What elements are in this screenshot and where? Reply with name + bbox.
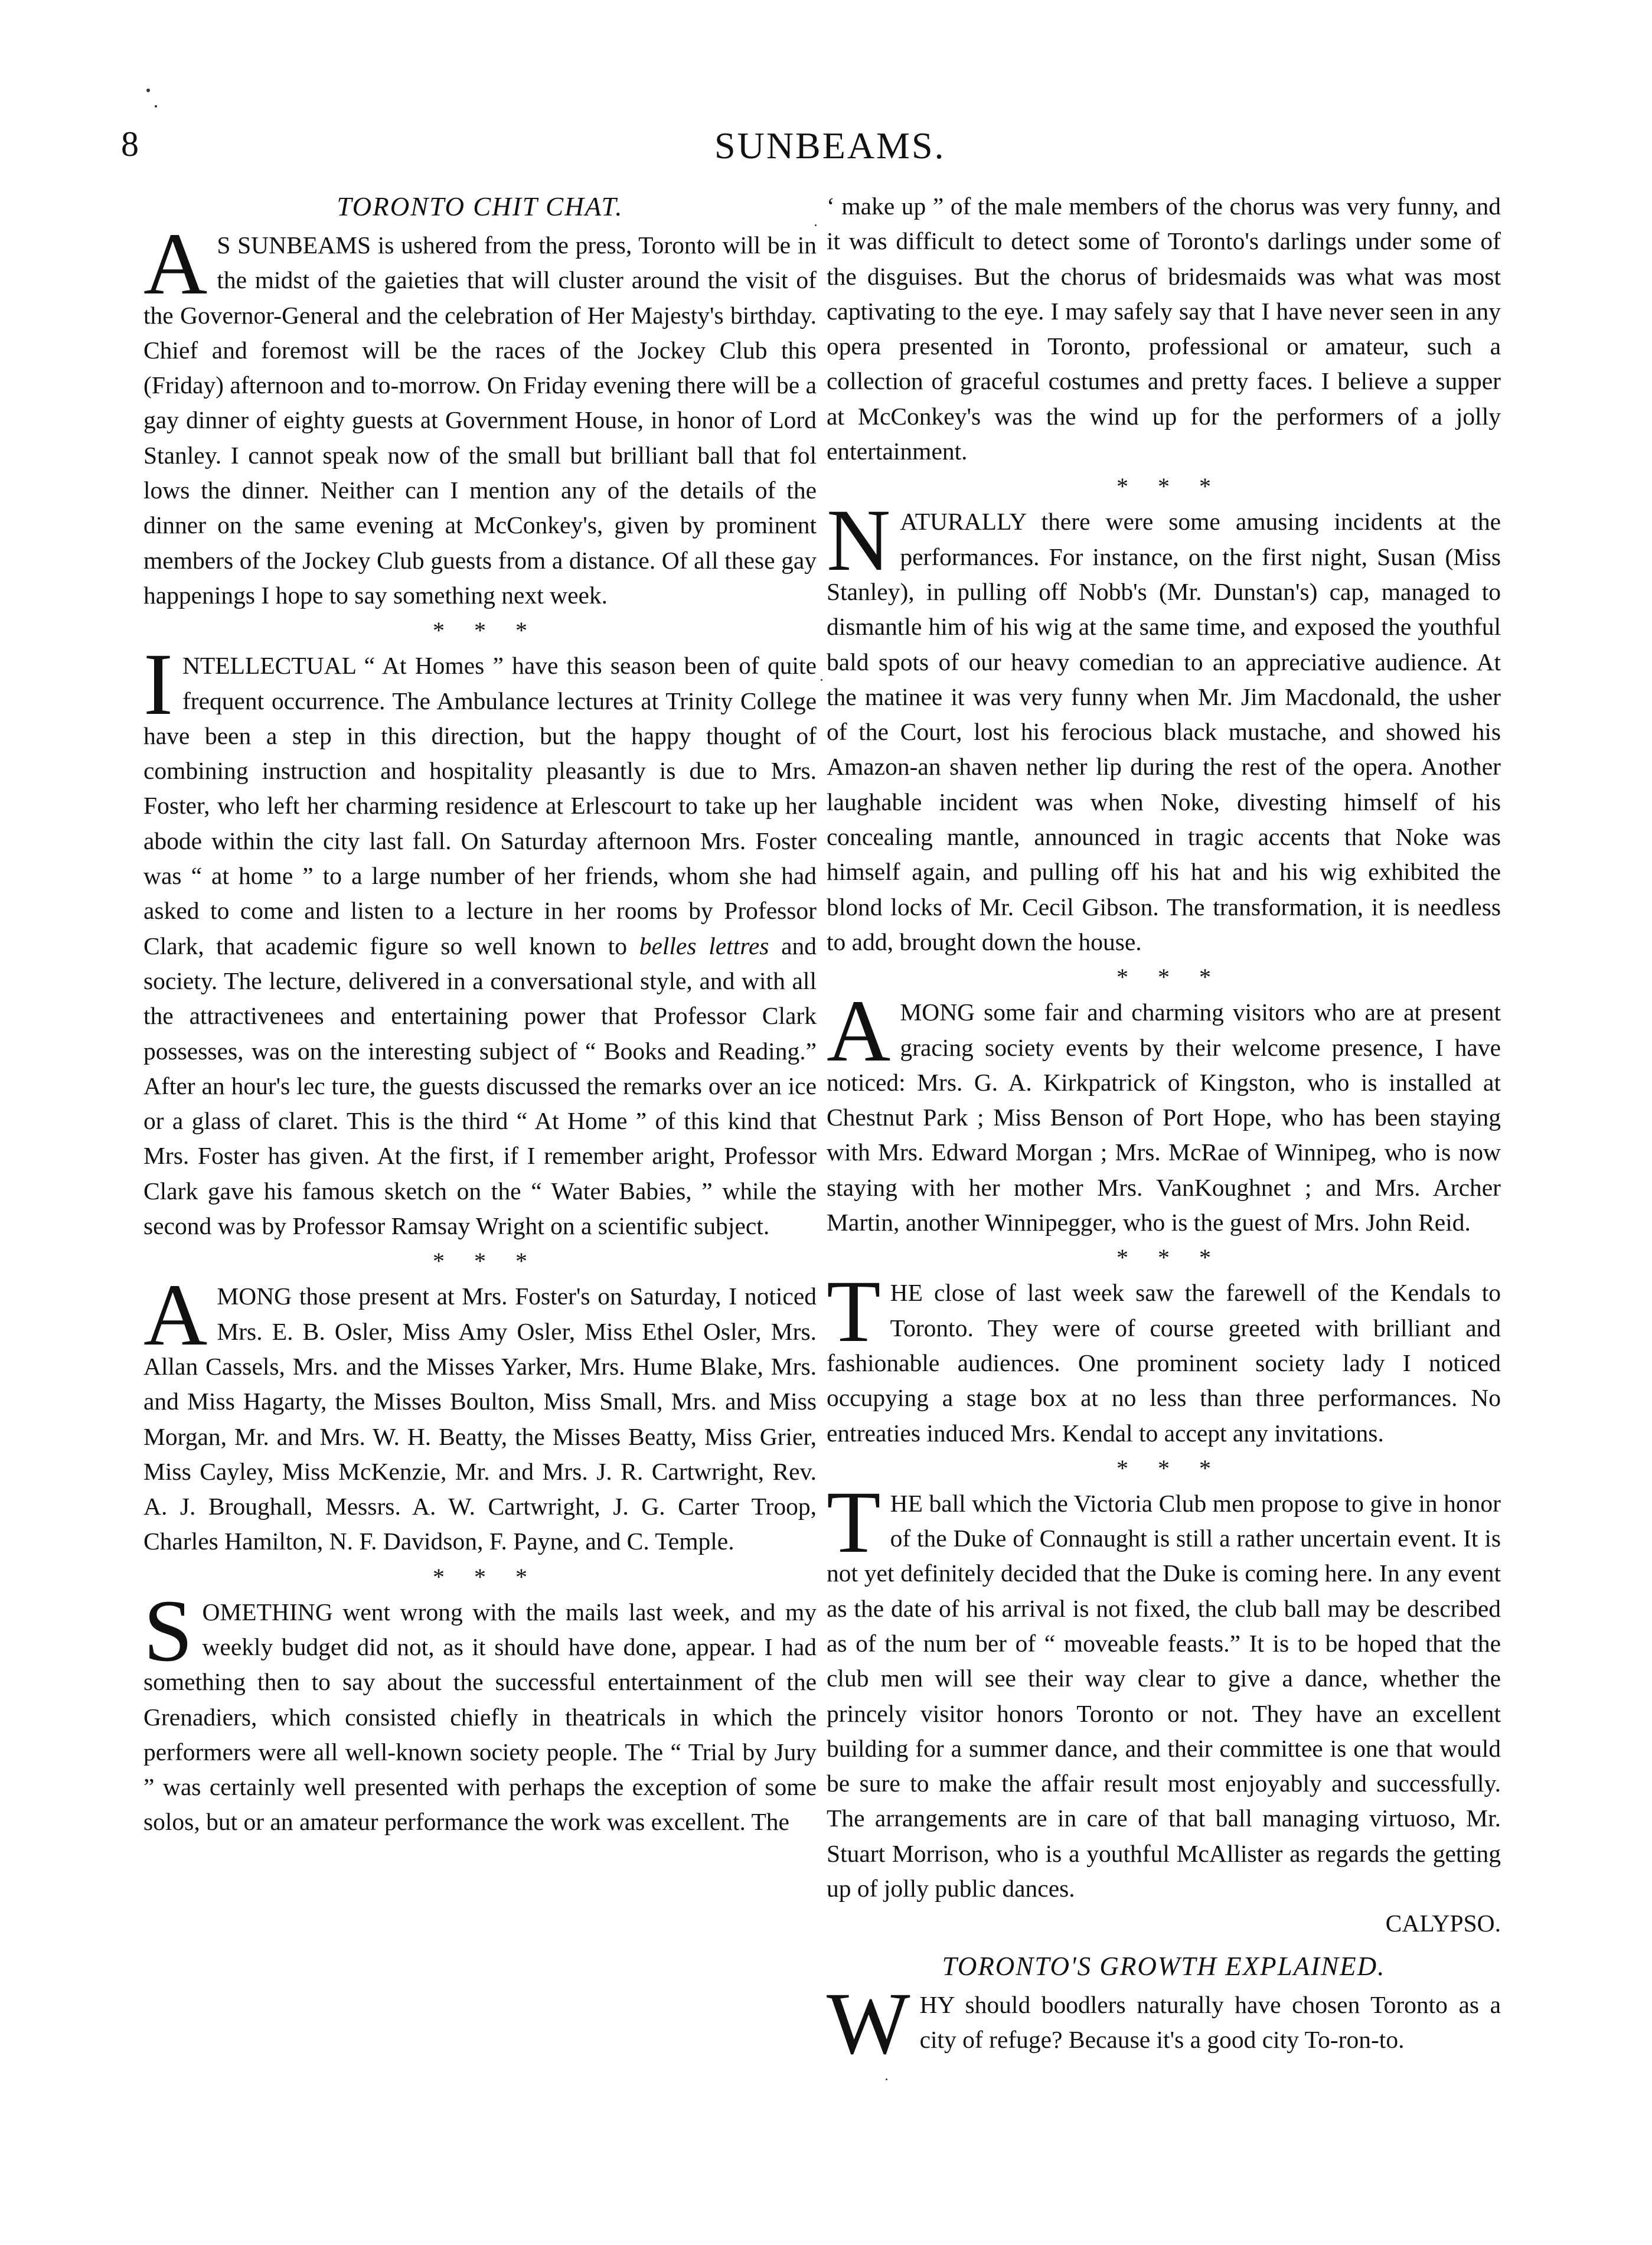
- paragraph-text: MONG some fair and charming visitors who are at present gracing society events by their welcome presence, I have noticed: Mrs. G. A. Kirkpatrick of Kingston, who is installed at Chestnut Park ; Miss Benson of Port Hope, who has been staying with Mrs. Edward Morgan ; Mrs. McRae of Winnipeg, who is now staying with her mother Mrs. VanKoughnet ; and Mrs. Archer Martin, another Winnipegger, who is the guest of Mrs. John Reid.: [827, 998, 1501, 1236]
- drop-cap: A: [143, 215, 208, 313]
- paragraph-something-went-wrong: [143, 1581, 817, 1840]
- paragraph-kendals-farewell: [827, 1262, 1501, 1450]
- section-separator: * * *: [433, 617, 527, 644]
- drop-cap: W: [827, 1974, 910, 2073]
- paragraph-among-visitors: [827, 982, 1501, 1240]
- paragraph-text: MONG those present at Mrs. Foster's on Saturday, I noticed Mrs. E. B. Osler, Miss Amy Osler, Miss Ethel Osler, Mrs. Allan Cassels, Mrs. and the Misses Yarker, Mrs. Hume Blake, Mrs. and Miss Hagarty, the Misses Boulton, Miss Small, Mrs. and Miss Morgan, Mr. and Mrs. W. H. Beatty, the Misses Beatty, Miss Grier, Miss Cayley, Miss McKenzie, Mr. and Mrs. J. R. Cartwright, Rev. A. J. Broughall, Messrs. A. W. Cartwright, J. G. Carter Troop, Charles Hamilton, N. F. Davidson, F. Payne, and C. Temple.: [143, 1283, 817, 1555]
- paragraph-text: ATURALLY there were some amusing incidents at the performances. For instance, on the first night, Susan (Miss Stanley), in pulling off Nobb's (Mr. Dunstan's) cap, managed to dismantle him of his wig at the same time, and exposed the youthful bald spots of our heavy comedian to an appreciative audience. At the matinee it was very funny when Mr. Jim Macdonald, the usher of the Court, lost his ferocious black mustache, and showed his Amazon-an shaven nether lip during the rest of the opera. Another laughable incident was when Noke, divesting himself of his concealing mantle, announced in tragic accents that Noke was himself again, and pulling off his hat and his wig exhibited the blond locks of Mr. Cecil Gibson. The transformation, it is needless to add, brought down the house.: [827, 508, 1501, 955]
- section-separator: * * *: [433, 1563, 527, 1590]
- paragraph-among-those-present: [143, 1266, 817, 1559]
- paragraph-text: HY should boodlers naturally have chosen Toronto as a city of refuge? Because it's a good city To-ron-to.: [919, 1991, 1501, 2053]
- paragraph-text: HE ball which the Victoria Club men propose to give in honor of the Duke of Connaught is still a rather uncertain event. It is not yet definitely decided that the Duke is coming here. In any event as the date of his arrival is not fixed, the club ball may be described as of the num ber of “ moveable feasts.” It is to be hoped that the club men will see their way clear to give a dance, whether the princely visitor honors Toronto or not. They have an excellent building for a summer dance, and their committee is one that would be sure to make the affair result most enjoyably and successfully. The arrangements are in care of that ball managing virtuoso, Mr. Stuart Morrison, who is a youthful McAllister as regards the getting up of jolly public dances.: [827, 1489, 1501, 1903]
- paragraph-text: HE close of last week saw the farewell of the Kendals to Toronto. They were of course greeted with brilliant and fashionable audiences. One prominent society lady I noticed occupying a stage box at no less than three performances. No entreaties induced Mrs. Kendal to accept any invitations.: [827, 1279, 1501, 1447]
- paragraph-sunbeams-gaieties: [143, 215, 817, 613]
- section-separator: * * *: [1116, 964, 1211, 991]
- italic-phrase: belles lettres: [639, 932, 769, 960]
- article-title-torontos-growth: TORONTO'S GROWTH EXPLAINED.: [942, 1951, 1386, 1981]
- paragraph-victoria-club-ball: [827, 1473, 1501, 1941]
- paragraph-make-up-continued: ‘ make up ” of the male members of the chorus was very funny, and it was difficult to detect some of Toronto's darlings under some of the disguises. But the chorus of bridesmaids was what was most captivating to the eye. I may safely say that I have never seen in any opera presented in Toronto, professional or amateur, such a collection of graceful costumes and pretty faces. I believe a supper at McConkey's was the wind up for the performers of a jolly entertainment.: [827, 192, 1501, 465]
- section-separator: * * *: [1116, 1454, 1211, 1482]
- paragraph-text-continued: and society. The lecture, delivered in a conversational style, and with all the attractivenees and entertaining power that Professor Clark possesses, was on the interesting subject of “ Books and Reading.” After an hour's lec ture, the guests discussed the remarks over an ice or a glass of claret. This is the third “ At Home ” of this kind that Mrs. Foster has given. At the first, if I remember aright, Professor Clark gave his famous sketch on the “ Water Babies, ” while the second was by Professor Ramsay Wright on a scientific subject.: [143, 932, 817, 1240]
- signature-calypso: CALYPSO.: [1385, 1910, 1501, 1937]
- drop-cap: A: [827, 982, 891, 1081]
- drop-cap: T: [827, 1473, 881, 1571]
- right-column: [827, 189, 1501, 2073]
- page-number: 8: [121, 125, 139, 164]
- paragraph-why-boodlers: [827, 1974, 1501, 2073]
- paragraph-naturally-amusing: [827, 491, 1501, 960]
- paragraph-text: NTELLECTUAL “ At Homes ” have this season been of quite frequent occurrence. The Ambulance lectures at Trinity College have been a step in this direction, but the happy thought of combining instruction and hospitality pleasantly is due to Mrs. Foster, who left her charming residence at Erlescourt to take up her abode within the city last fall. On Saturday afternoon Mrs. Foster was “ at home ” to a large number of her friends, whom she had asked to come and listen to a lecture in her rooms by Professor Clark, that academic figure so well known to: [143, 652, 817, 960]
- drop-cap: N: [827, 491, 891, 590]
- drop-cap: S: [143, 1581, 193, 1680]
- scan-speck: [146, 89, 150, 92]
- scan-speck: [815, 224, 817, 226]
- section-separator: * * *: [1116, 1244, 1211, 1271]
- scan-speck: [155, 105, 157, 107]
- scan-speck: [886, 2078, 887, 2080]
- article-title-toronto-chit-chat: TORONTO CHIT CHAT.: [337, 192, 623, 221]
- paragraph-intellectual-at-homes: [143, 635, 817, 1244]
- scan-speck: [821, 679, 822, 681]
- page-header: [0, 124, 1652, 177]
- drop-cap: I: [143, 635, 173, 734]
- drop-cap: T: [827, 1262, 881, 1361]
- paragraph-text: S SUNBEAMS is ushered from the press, Toronto will be in the midst of the gaieties that will cluster around the visit of the Governor-General and the celebration of Her Majesty's birthday. Chief and foremost will be the races of the Jockey Club this (Friday) afternoon and to-morrow. On Friday evening there will be a gay dinner of eighty guests at Government House, in honor of Lord Stanley. I cannot speak now of the small but brilliant ball that fol lows the dinner. Neither can I mention any of the details of the dinner on the same evening at McConkey's, given by prominent members of the Jockey Club guests from a distance. Of all these gay happenings I hope to say something next week.: [143, 231, 817, 609]
- left-column: [143, 189, 817, 1840]
- running-title: SUNBEAMS.: [714, 125, 946, 167]
- section-separator: * * *: [433, 1248, 527, 1275]
- drop-cap: A: [143, 1266, 208, 1365]
- section-separator: * * *: [1116, 473, 1211, 500]
- paragraph-text: OMETHING went wrong with the mails last week, and my weekly budget did not, as it should have done, appear. I had something then to say about the successful entertainment of the Grenadiers, which consisted chiefly in theatricals in which the performers were all well-known society people. The “ Trial by Jury ” was certainly well presented with perhaps the exception of some solos, but or an amateur performance the work was excellent. The: [143, 1598, 817, 1836]
